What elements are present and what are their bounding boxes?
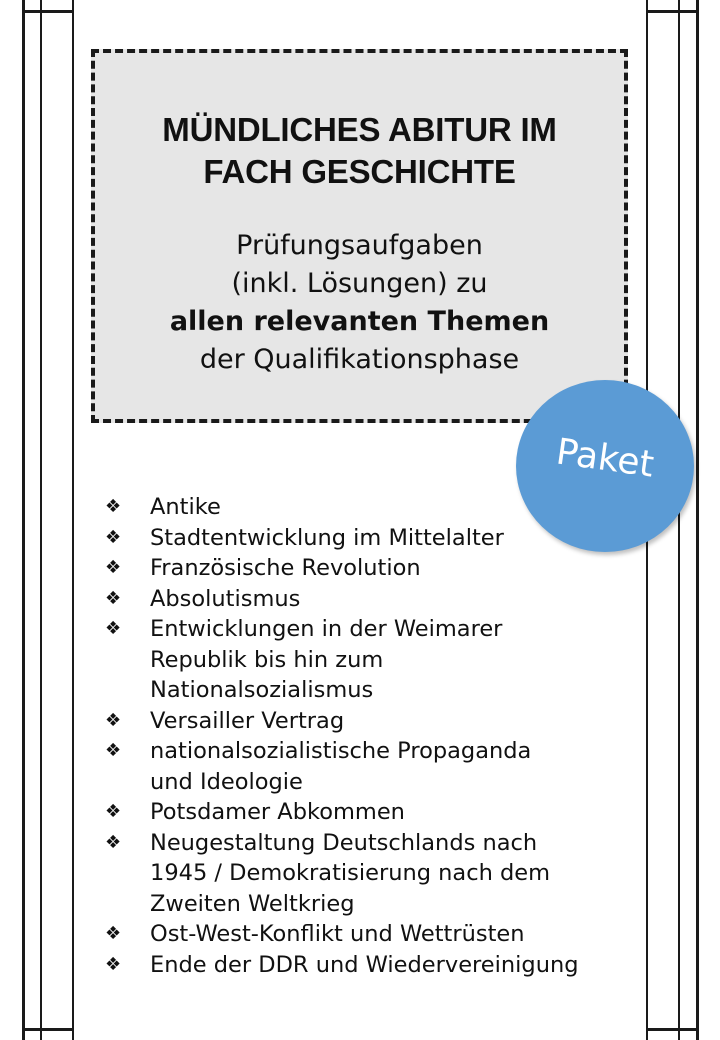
topic-text-line: Zweiten Weltkrieg [150,890,355,917]
diamond-bullet-icon: ❖ [105,740,122,761]
diamond-bullet-icon: ❖ [105,831,122,853]
topic-item [100,614,640,706]
right-border-outer [696,0,699,1040]
left-border-top-cap [22,10,74,13]
subtitle-line-2: (inkl. Lösungen) zu [231,268,488,299]
main-title-line-2: FACH GESCHICHTE [203,153,516,190]
topic-list [100,492,640,980]
topic-item [100,919,640,950]
subtitle-highlight: allen relevanten Themen [169,306,550,337]
topic-text-line: Absolutismus [150,585,301,612]
topic-item [100,492,640,523]
topic-text-line: Neugestaltung Deutschlands nach [150,829,538,856]
right-border-top-cap [646,10,699,13]
paket-badge-label: Paket [553,431,657,486]
subtitle-line-1: Prüfungsaufgaben [236,230,483,261]
right-border-inner [678,0,680,1040]
topic-text-line: und Ideologie [150,768,303,795]
topic-text-line: Französische Revolution [150,555,421,581]
topic-text-line: Ost-West-Konflikt und Wettrüsten [150,921,525,947]
topic-text-line: Potsdamer Abkommen [150,799,405,825]
topic-item [100,828,640,920]
topic-item [100,706,640,737]
topic-text-line: Antike [150,494,221,520]
title-box [91,49,628,423]
left-border-edge [72,0,74,1040]
topic-item [100,950,640,981]
diamond-bullet-icon: ❖ [105,801,122,822]
topic-text-line: nationalsozialistische Propaganda [150,738,532,764]
left-border-inner [40,0,42,1040]
topic-item [100,553,640,584]
topic-item [100,523,640,554]
diamond-bullet-icon: ❖ [105,496,122,517]
diamond-bullet-icon: ❖ [105,526,122,548]
left-border-outer [22,0,25,1040]
diamond-bullet-icon: ❖ [105,618,122,639]
diamond-bullet-icon: ❖ [105,709,122,731]
topic-text-line: Republik bis hin zum [150,646,384,673]
main-title-line-1: MÜNDLICHES ABITUR IM [162,111,557,148]
diamond-bullet-icon: ❖ [105,923,122,944]
main-title [95,109,624,193]
topic-text-line: Ende der DDR und Wiedervereinigung [150,951,579,978]
topic-text-line: Nationalsozialismus [150,677,374,703]
subtitle [95,227,624,379]
topic-text-line: 1945 / Demokratisierung nach dem [150,860,551,886]
subtitle-line-4: der Qualifikationsphase [199,344,520,375]
diamond-bullet-icon: ❖ [105,557,122,578]
topic-text-line: Versailler Vertrag [150,707,345,734]
diamond-bullet-icon: ❖ [105,953,122,975]
topic-item [100,736,640,797]
topic-text-line: Entwicklungen in der Weimarer [150,616,503,642]
left-border-bottom-cap [22,1028,74,1031]
topic-item [100,797,640,828]
diamond-bullet-icon: ❖ [105,587,122,609]
topic-text-line: Stadtentwicklung im Mittelalter [150,524,504,551]
right-border-bottom-cap [646,1028,699,1031]
topic-item [100,584,640,615]
